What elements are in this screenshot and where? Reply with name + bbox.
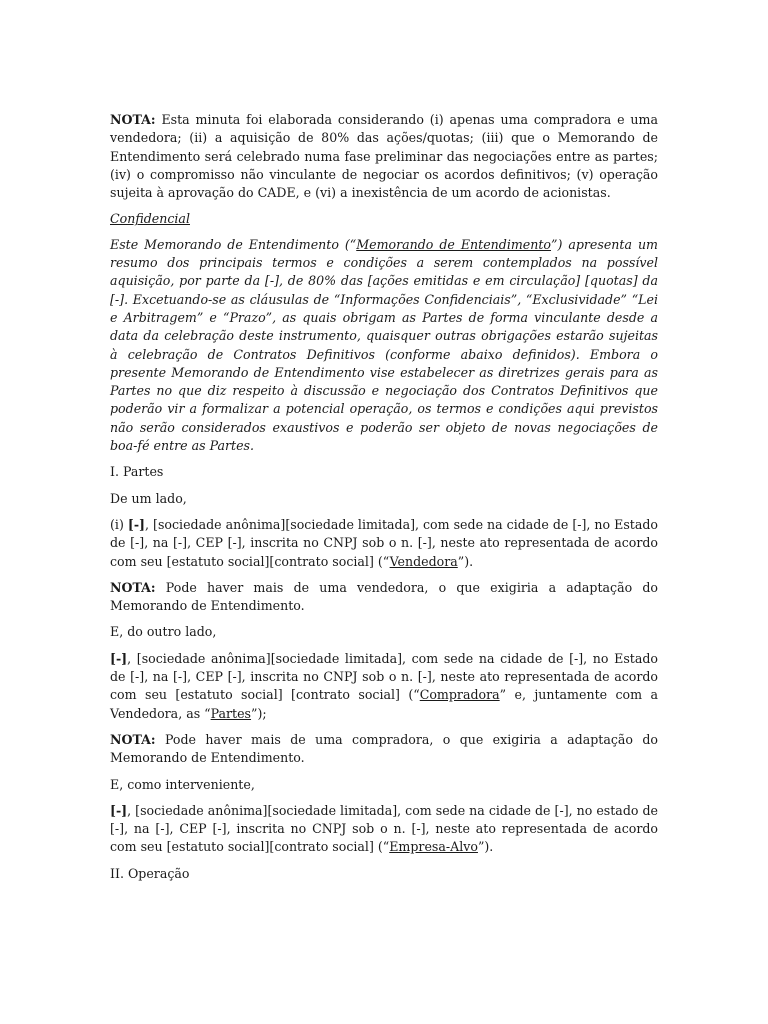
defined-term-compradora: Compradora <box>419 687 500 703</box>
empresa-suffix: ”). <box>477 839 494 855</box>
note-paragraph-3 <box>110 731 658 768</box>
item-prefix: (i) <box>110 516 128 532</box>
defined-term-vendedora: Vendedora <box>389 553 458 569</box>
do-outro-lado-text: E, do outro lado, <box>110 624 217 640</box>
note-paragraph-1 <box>110 111 658 202</box>
placeholder-bold: [-] <box>110 650 128 666</box>
compradora-text: , [sociedade anônima][sociedade limitada], com sede na cidade de [-], no Estado de [-], na [-], CEP [-], inscrita no CNPJ sob o n. [-], neste ato representada de acordo com seu [estatuto social] [contrato social] (“ <box>110 650 658 703</box>
defined-term-empresa-alvo: Empresa-Alvo <box>389 839 478 855</box>
placeholder-bold: [-] <box>127 516 146 532</box>
vendedora-suffix: ”). <box>457 553 474 569</box>
note-text: Esta minuta foi elaborada considerando (i) apenas uma compradora e uma vendedora; (ii) a aquisição de 80% das ações/quotas; (iii) que o Memorando de Entendimento será celebrado numa fase preliminar das negociações entre as partes; (iv) o compromisso não vinculante de negociar os acordos definitivos; (v) operação sujeita à aprovação do CADE, e (vi) a inexistência de um acordo de acionistas. <box>110 112 658 201</box>
vendedora-text: , [sociedade anônima][sociedade limitada], com sede na cidade de [-], no Estado de [-], na [-], CEP [-], inscrita no CNPJ sob o n. [-], neste ato representada de acordo com seu [estatuto social][contrato social] (“ <box>110 516 659 569</box>
note-label: NOTA: <box>110 112 156 127</box>
empresa-text: , [sociedade anônima][sociedade limitada], com sede na cidade de [-], no estado de [-], na [-], CEP [-], inscrita no CNPJ sob o n. [-], neste ato representada de acordo com seu [estatuto social][contrato social] (“ <box>110 802 658 855</box>
intro-text-start: Este Memorando de Entendimento (“ <box>110 236 357 252</box>
vendedora-paragraph <box>110 516 658 571</box>
note-paragraph-2 <box>110 579 658 616</box>
confidencial-heading: Confidencial <box>110 211 190 227</box>
intro-text-rest: ”) apresenta um resumo dos principais termos e condições a serem contemplados na possível aquisição, por parte da [-], de 80% das [ações emitidas e em circulação] [quotas] da [-]. Excetuando-se as cláusulas de “Informações Confidenciais”, “Exclusividade” “Lei e Arbitragem” e “Prazo”, as quais obrigam as Partes de forma vinculante desde a data da celebração deste instrumento, quaisquer outras obrigações estarão sujeitas à celebração de Contratos Definitivos (conforme abaixo definidos). Embora o presente Memorando de Entendimento vise estabelecer as diretrizes gerais para as Partes no que diz respeito à discussão e negociação dos Contratos Definitivos que poderão vir a formalizar a potencial operação, os termos e condições aqui previstos não serão considerados exaustivos e poderão ser objeto de novas negociações de boa-fé entre as Partes. <box>110 236 658 454</box>
section-heading-partes: I. Partes <box>110 464 164 480</box>
note-label: NOTA: <box>110 579 156 595</box>
defined-term-memorando: Memorando de Entendimento <box>356 236 552 252</box>
de-um-lado-text: De um lado, <box>110 490 187 506</box>
defined-term-partes: Partes <box>210 705 252 721</box>
compradora-suffix: ”); <box>251 705 267 721</box>
compradora-mid: ” e, juntamente com a Vendedora, as “ <box>110 687 658 721</box>
document-page <box>110 111 658 891</box>
placeholder-bold: [-] <box>110 802 128 818</box>
note-label: NOTA: <box>110 731 156 747</box>
intro-paragraph <box>110 236 658 456</box>
note-text: Pode haver mais de uma compradora, o que exigiria a adaptação do Memorando de Entendimento. <box>110 731 658 766</box>
compradora-paragraph <box>110 650 658 723</box>
section-heading-operacao: II. Operação <box>110 865 190 881</box>
note-text: Pode haver mais de uma vendedora, o que exigiria a adaptação do Memorando de Entendimento. <box>110 579 658 614</box>
empresa-paragraph <box>110 802 658 857</box>
interveniente-text: E, como interveniente, <box>110 776 255 792</box>
